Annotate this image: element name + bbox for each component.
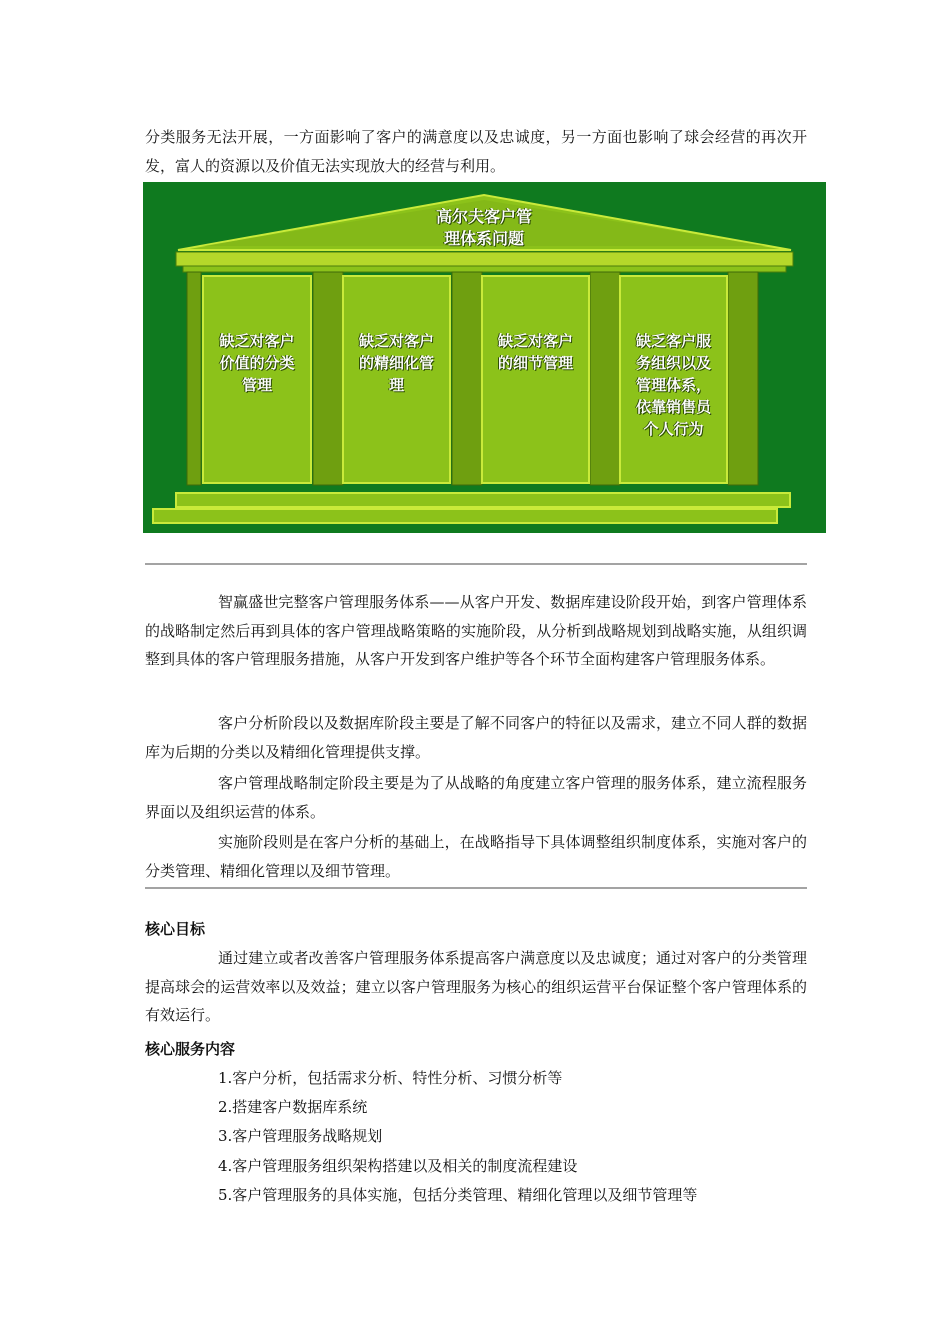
temple-base-step-2 xyxy=(153,509,777,523)
pillar-2-line: 理 xyxy=(388,376,404,394)
pillar-1-line: 缺乏对客户 xyxy=(219,332,295,350)
divider-top xyxy=(145,563,807,565)
core-goal-paragraph: 通过建立或者改善客户管理服务体系提高客户满意度以及忠诚度；通过对客户的分类管理提高球会的运营效率以及效益；建立以客户管理服务为核心的组织运营平台保证整个客户管理体系的有效运行。 xyxy=(145,949,807,1024)
temple-roof-title xyxy=(384,206,584,250)
temple-base-step-1 xyxy=(176,493,790,507)
section-paragraph: 实施阶段则是在客户分析的基础上，在战略指导下具体调整组织制度体系，实施对客户的分类管理、精细化管理以及细节管理。 xyxy=(145,833,807,880)
service-list-item: 5.客户管理服务的具体实施，包括分类管理、精细化管理以及细节管理等 xyxy=(218,1186,698,1204)
pillar-2-line: 的精细化管 xyxy=(358,354,434,372)
roof-title-line-2: 理体系问题 xyxy=(443,229,524,248)
section-paragraph: 客户管理战略制定阶段主要是为了从战略的角度建立客户管理的服务体系，建立流程服务界面以及组织运营的体系。 xyxy=(145,774,807,821)
service-list-item: 3.客户管理服务战略规划 xyxy=(218,1127,383,1145)
pillar-1-line: 管理 xyxy=(241,376,272,394)
roof-title-line-1: 高尔夫客户管 xyxy=(435,207,532,226)
intro-paragraph: 分类服务无法开展，一方面影响了客户的满意度以及忠诚度，另一方面也影响了球会经营的再次开发，富人的资源以及价值无法实现放大的经营与利用。 xyxy=(145,128,807,175)
divider-bottom xyxy=(145,887,807,889)
section-paragraph: 客户分析阶段以及数据库阶段主要是了解不同客户的特征以及需求，建立不同人群的数据库为后期的分类以及精细化管理提供支撑。 xyxy=(145,714,807,761)
pillar-3-line: 缺乏对客户 xyxy=(497,332,573,350)
pillar-2-line: 缺乏对客户 xyxy=(358,332,434,350)
pillar-4-line: 个人行为 xyxy=(643,420,704,438)
pillar-2-label xyxy=(343,330,450,396)
service-list-item: 1.客户分析，包括需求分析、特性分析、习惯分析等 xyxy=(218,1069,563,1087)
pillar-1-line: 价值的分类 xyxy=(219,354,295,372)
service-list-item: 4.客户管理服务组织架构搭建以及相关的制度流程建设 xyxy=(218,1157,578,1175)
service-list-item: 2.搭建客户数据库系统 xyxy=(218,1098,368,1116)
pillar-4-line: 缺乏客户服 xyxy=(635,332,711,350)
temple-beam xyxy=(176,252,793,266)
pillar-3-label xyxy=(482,330,589,374)
pillar-4-line: 务组织以及 xyxy=(635,354,711,372)
pillar-3-line: 的细节管理 xyxy=(497,354,573,372)
pillar-1-label xyxy=(203,330,311,396)
temple-diagram xyxy=(143,182,826,533)
pillar-4-line: 管理体系， xyxy=(635,376,711,394)
core-goal-heading: 核心目标 xyxy=(145,920,206,938)
core-services-heading: 核心服务内容 xyxy=(145,1040,236,1058)
pillar-4-label xyxy=(620,330,727,440)
pillar-3 xyxy=(482,276,589,483)
section-paragraph: 智赢盛世完整客户管理服务体系——从客户开发、数据库建设阶段开始，到客户管理体系的战略制定然后再到具体的客户管理战略策略的实施阶段，从分析到战略规划到战略实施，从组织调整到具体的客户管理服务措施，从客户开发到客户维护等各个环节全面构建客户管理服务体系。 xyxy=(145,593,807,668)
pillar-4-line: 依靠销售员 xyxy=(635,398,711,416)
